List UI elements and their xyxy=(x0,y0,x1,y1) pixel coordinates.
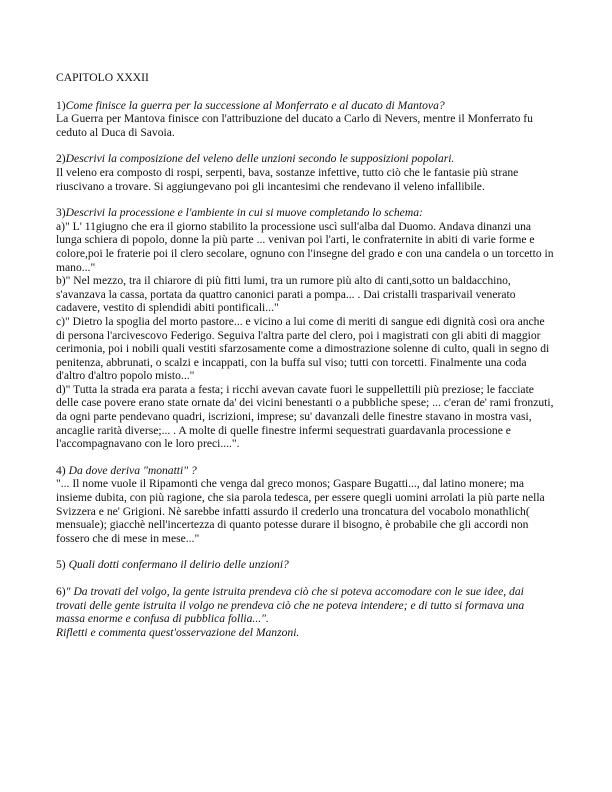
question-1-prompt xyxy=(56,99,556,113)
answer-paragraph: "... Il nome vuole il Ripamonti che venga dal greco monos; Gaspare Bugatti..., dal latino monere; ma insieme dubita, con più ragione, che sia parola tedesca, per essere quegli uomini arrolati la più parte nella Svizzera e ne' Grigioni. Nè sarebbe infatti assurdo il crederlo una troncatura del vocabolo monathlich( mensuale); giacchè nell'incertezza di quanto potesse durare il bisogno, è probabile che gli accordi non fossero che di mese in mese..." xyxy=(56,477,545,545)
followup-text: Rifletti e commenta quest'osservazione del Manzoni. xyxy=(56,625,300,639)
document-body xyxy=(56,71,556,652)
question-6-prompt xyxy=(56,585,556,626)
question-number: 4) xyxy=(56,463,66,477)
question-4-prompt xyxy=(56,464,556,478)
question-text: Descrivi la composizione del veleno delle unzioni secondo le supposizioni popolari. xyxy=(65,152,455,166)
question-text: Quali dotti confermano il delirio delle unzioni? xyxy=(68,558,289,572)
question-text: " Da trovati del volgo, la gente istruita prendeva ciò che si poteva accomodare con le sue idee, dai trovati delle gente istruita il volgo ne prendeva ciò che ne poteva intendere; e di tutto si formava una massa enorme e confusa di pubblica follia...". xyxy=(56,585,525,626)
question-number: 5) xyxy=(56,558,66,572)
question-5-prompt xyxy=(56,558,556,572)
question-5 xyxy=(56,558,556,572)
answer-paragraph-a: a)" L' 11giugno che era il giorno stabilito la processione uscì sull'alba dal Duomo. Andava dinanzi una lunga schiera di popolo, donne la più parte ... venivan poi l'arti, le confraternite in abiti di varie forme e colore,poi le fraterie poi il clero secolare, ognuno con l'insegne del grado e con una candela o un torcetto in mano..." xyxy=(56,219,554,274)
question-number: 6) xyxy=(56,585,66,598)
question-3-prompt xyxy=(56,206,556,220)
answer-paragraph-b: b)" Nel mezzo, tra il chiarore di più fitti lumi, tra un rumore più alto di canti,sotto un baldacchino, s'avanzava la cassa, portata da quattro canonici parati a pompa... . Dai cristalli trasparivail venerato cadavere, vestito di splendidi abiti pontificali..." xyxy=(56,274,516,315)
question-text: Da dove deriva "monatti" ? xyxy=(68,463,197,477)
question-text: Come finisce la guerra per la successione al Monferrato e al ducato di Mantova? xyxy=(65,98,445,112)
question-number: 3) xyxy=(56,206,66,220)
question-2-prompt xyxy=(56,152,556,166)
answer-paragraph-c: c)" Dietro la spoglia del morto pastore... e vicino a lui come di meriti di sangue edi dignità così ora anche di persona l'arcivescovo Federigo. Seguiva l'altra parte del clero, poi i magistrati con gli abiti di maggior cerimonia, poi i nobili quali vestiti sfarzosamente come a dimostrazione solenne di culto, quali in segno di penitenza, abbrunati, o scalzi e incappati, con la buffa sul viso; tutti con torcetti. Finalmente una coda d'altro d'altro popolo misto..." xyxy=(56,314,550,383)
answer-paragraph: La Guerra per Mantova finisce con l'attribuzione del ducato a Carlo di Nevers, mentre il Monferrato fu ceduto al Duca di Savoia. xyxy=(56,112,533,139)
question-6 xyxy=(56,585,556,639)
answer-paragraph: Il veleno era composto di rospi, serpenti, bava, sostanze infettive, tutto ciò che le fantasie più strane riuscivano a trovare. Si aggiungevano poi gli incantesimi che rendevano il veleno infallibile. xyxy=(56,165,519,193)
question-2 xyxy=(56,152,556,193)
question-4 xyxy=(56,464,556,546)
question-text: Descrivi la processione e l'ambiente in cui si muove completando lo schema: xyxy=(65,206,423,220)
question-number: 1) xyxy=(56,98,66,112)
question-6-followup xyxy=(56,626,556,640)
answer-paragraph-d: d)" Tutta la strada era parata a festa; i ricchi avevan cavate fuori le suppellettili più preziose; le facciate delle case povere erano state ornate da' dei vicini benestanti o a pubbliche spese; ... c'eran de' rami fronzuti, da ogni parte pendevano quadri, iscrizioni, imprese; su' davanzali delle finestre stavano in mostra vasi, ancaglie rarità diverse;... . A molte di quelle finestre infermi sequestrati guardavanla processione e l'accompagnavano con le loro preci....". xyxy=(56,382,554,451)
question-3 xyxy=(56,206,556,451)
chapter-heading: CAPITOLO XXXII xyxy=(56,71,149,84)
question-number: 2) xyxy=(56,152,66,166)
question-1 xyxy=(56,99,556,140)
